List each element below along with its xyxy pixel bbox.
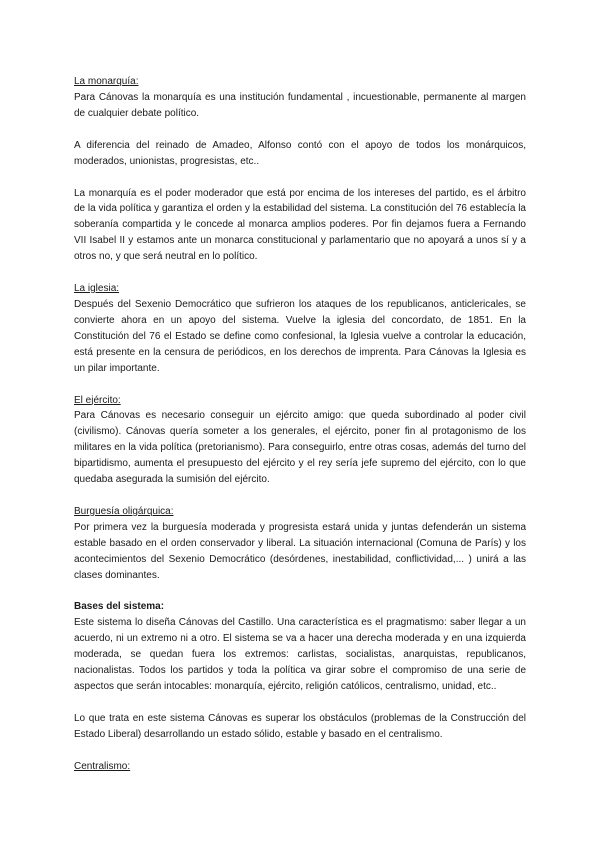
paragraph-burguesia: Por primera vez la burguesía moderada y progresista estará unida y juntas defenderán un sistema estable basado en el orden conservador y liberal. La situación internacional (Comuna de París) y los acontecimientos del Sexenio Democrático (desórdenes, inestabilidad, conflictividad,... ) unirá a las clases dominantes. (74, 521, 526, 581)
heading-iglesia: La iglesia: (74, 283, 120, 295)
section-bases (74, 599, 526, 694)
section-iglesia (74, 281, 526, 376)
paragraph-bases-1: Este sistema lo diseña Cánovas del Castillo. Una característica es el pragmatismo: saber llegar a un acuerdo, ni un extremo ni a otro. El sistema se va a hacer una derecha moderada y en una izquierda moderada, se quedan fuera los extremos: carlistas, socialistas, anarquistas, republicanos, nacionalistas. Todos los partidos y toda la política va girar sobre el compromiso de una serie de aspectos que serán intocables: monarquía, ejército, religión católicos, centralismo, unidad, etc.. (74, 617, 526, 692)
section-centralismo (74, 759, 526, 775)
paragraph-monarquia-2: A diferencia del reinado de Amadeo, Alfonso contó con el apoyo de todos los monárquicos, moderados, unionistas, progresistas, etc.. (74, 139, 526, 167)
section-burguesia (74, 504, 526, 584)
heading-centralismo: Centralismo: (74, 760, 131, 772)
document-page (74, 74, 526, 791)
heading-monarquia: La monarquía: (74, 76, 139, 87)
paragraph-monarquia-3: La monarquía es el poder moderador que está por encima de los intereses del partido, es el árbitro de la vida política y garantiza el orden y la estabilidad del sistema. La constitución del 76 establecía la soberanía compartida y le concede al monarca amplios poderes. Por fin dejamos fuera a Fernando VII Isabel II y estamos ante un monarca constitucional y parlamentario que no apoyará a unos sí y a otros no, y que será neutral en lo político. (74, 187, 526, 263)
heading-bases: Bases del sistema: (74, 601, 165, 613)
paragraph-bases-2: Lo que trata en este sistema Cánovas es superar los obstáculos (problemas de la Construcción del Estado Liberal) desarrollando un estado sólido, estable y basado en el centralismo. (74, 712, 526, 740)
section-ejercito (74, 393, 526, 488)
paragraph-iglesia: Después del Sexenio Democrático que sufrieron los ataques de los republicanos, anticlericales, se convierte ahora en un apoyo del sistema. Vuelve la iglesia del concordato, de 1851. En la Constitución del 76 el Estado se define como confesional, la Iglesia vuelve a controlar la educación, está presente en la censura de periódicos, en los derechos de imprenta. Para Cánovas la Iglesia es un pilar importante. (74, 298, 526, 374)
paragraph-monarquia-1: Para Cánovas la monarquía es una institución fundamental , incuestionable, permanente al margen de cualquier debate político. (74, 91, 526, 119)
heading-burguesia: Burguesía oligárquica: (74, 505, 174, 517)
paragraph-ejercito: Para Cánovas es necesario conseguir un ejército amigo: que queda subordinado al poder civil (civilismo). Cánovas quería someter a los generales, el ejército, poner fin al protagonismo de los militares en la vida política (pretorianismo). Para conseguirlo, entre otras cosas, además del turno del bipartidismo, aumenta el presupuesto del ejército y el rey sería jefe supremo del ejército, con lo que quedaba asegurada la sumisión del ejército. (74, 410, 526, 486)
section-monarquia (74, 74, 526, 122)
heading-ejercito: El ejército: (74, 394, 121, 406)
